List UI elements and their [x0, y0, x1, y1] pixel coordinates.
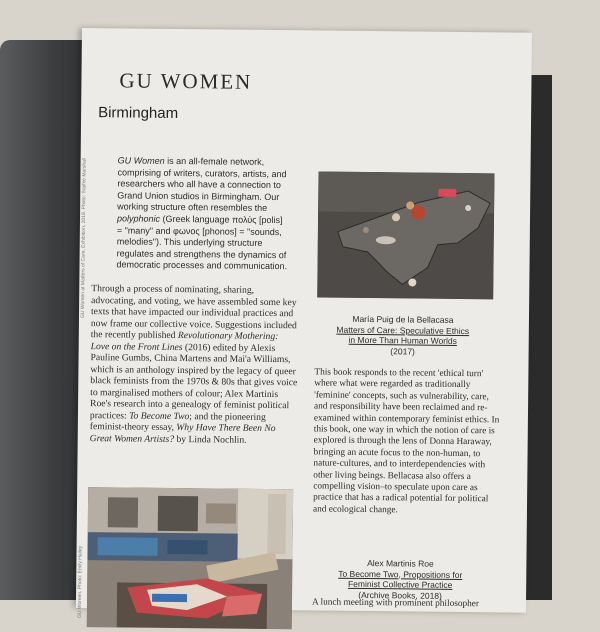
- caption-book-title-line-1: To Become Two, Propositions for: [338, 568, 463, 580]
- book-title-to-become-two: To Become Two: [129, 410, 190, 422]
- artwork-photo-graphic: [317, 171, 494, 299]
- book-caption-bellacasa: [315, 313, 491, 357]
- body-left-text-3: ; and the pioneering feminist-theory essay,: [89, 410, 266, 434]
- magazine-page: [76, 28, 532, 619]
- body-right-paragraph: This book responds to the recent 'ethical turn' where what were regarded as traditionally 'feminine' concepts, such as vulnerability, care, and responsibility have been reclaimed and re-examined within contemporary feminist ethics. In this book, one way in which the notion of care is explored is through the lens of Donna Haraway, bringing an acute focus to the non-human, to nature-cultures, and to interdependencies with other living beings. Bellacasa also offers a compelling vision–to speculate upon care as practice that has a radical potential for political and ecological change.: [312, 367, 500, 516]
- studio-photo: [87, 487, 293, 629]
- page-subtitle: Birmingham: [98, 104, 179, 123]
- photo-credit-bottom: GU Women, Photo: Emily Hailey: [76, 545, 84, 619]
- intro-text-1: is an all-female network, comprising of writers, curators, artists, and researchers who all have a connection to Grand Union studios in Birmingham. Our working structure often resembles the: [117, 155, 287, 214]
- photo-credit-top: GU Women at Matters of Care, Exhibition, 2018. Photo: Sophie Marshall: [79, 157, 88, 319]
- caption-book-title-line-2: Feminist Collective Practice: [347, 578, 453, 590]
- caption-author: Alex Martinis Roe: [367, 558, 434, 569]
- studio-photo-graphic: [87, 487, 293, 629]
- book-title-great-women-artists: Why Have There Been No Great Women Artists?: [89, 422, 276, 445]
- caption-book-title-line-2: in More Than Human Worlds: [348, 334, 457, 346]
- caption-author: María Puig de la Bellacasa: [352, 313, 454, 325]
- intro-text-2: (Greek language πολύς [polis] = "many" and φωνος [phonos] = "sounds, melodies"). This underlying structure regulates and strengthens the dynamics of democratic processes and communication.: [116, 213, 288, 272]
- caption-publisher: (Archive Books, 2018): [358, 589, 442, 601]
- body-left-paragraph: [90, 283, 300, 446]
- book-title-revolutionary-mothering: Revolutionary Mothering: Love on the Front Lines: [90, 330, 279, 353]
- intro-paragraph: [116, 155, 289, 273]
- body-left-text-4: by Linda Nochlin.: [174, 433, 247, 446]
- caption-book-title-line-1: Matters of Care: Speculative Ethics: [336, 324, 470, 336]
- intro-emphasis: polyphonic: [116, 213, 161, 224]
- page-title: GU WOMEN: [119, 68, 253, 94]
- body-left-text-1: Through a process of nominating, sharing, advocating, and voting, we have assembled some key texts that have impacted our individual practices and now frame our collective voice. Suggestions included the recently published: [90, 283, 297, 342]
- book-caption-martinis-roe: [312, 557, 488, 601]
- artwork-photo: [317, 171, 494, 299]
- body-right-paragraph-2: A lunch meeting with prominent philosopher: [311, 597, 480, 610]
- body-left-text-2: (2016) edited by Alexis Pauline Gumbs, China Martens and Mai'a Williams, which is an anthology inspired by the legacy of queer black feminists from the 1970s & 80s that gives voice to marginalised mothers of colour; Alex Martinis Roe's research into a genealogy of feminist political practices:: [89, 341, 298, 422]
- intro-lead: GU Women: [117, 155, 165, 166]
- caption-year: (2017): [390, 345, 415, 357]
